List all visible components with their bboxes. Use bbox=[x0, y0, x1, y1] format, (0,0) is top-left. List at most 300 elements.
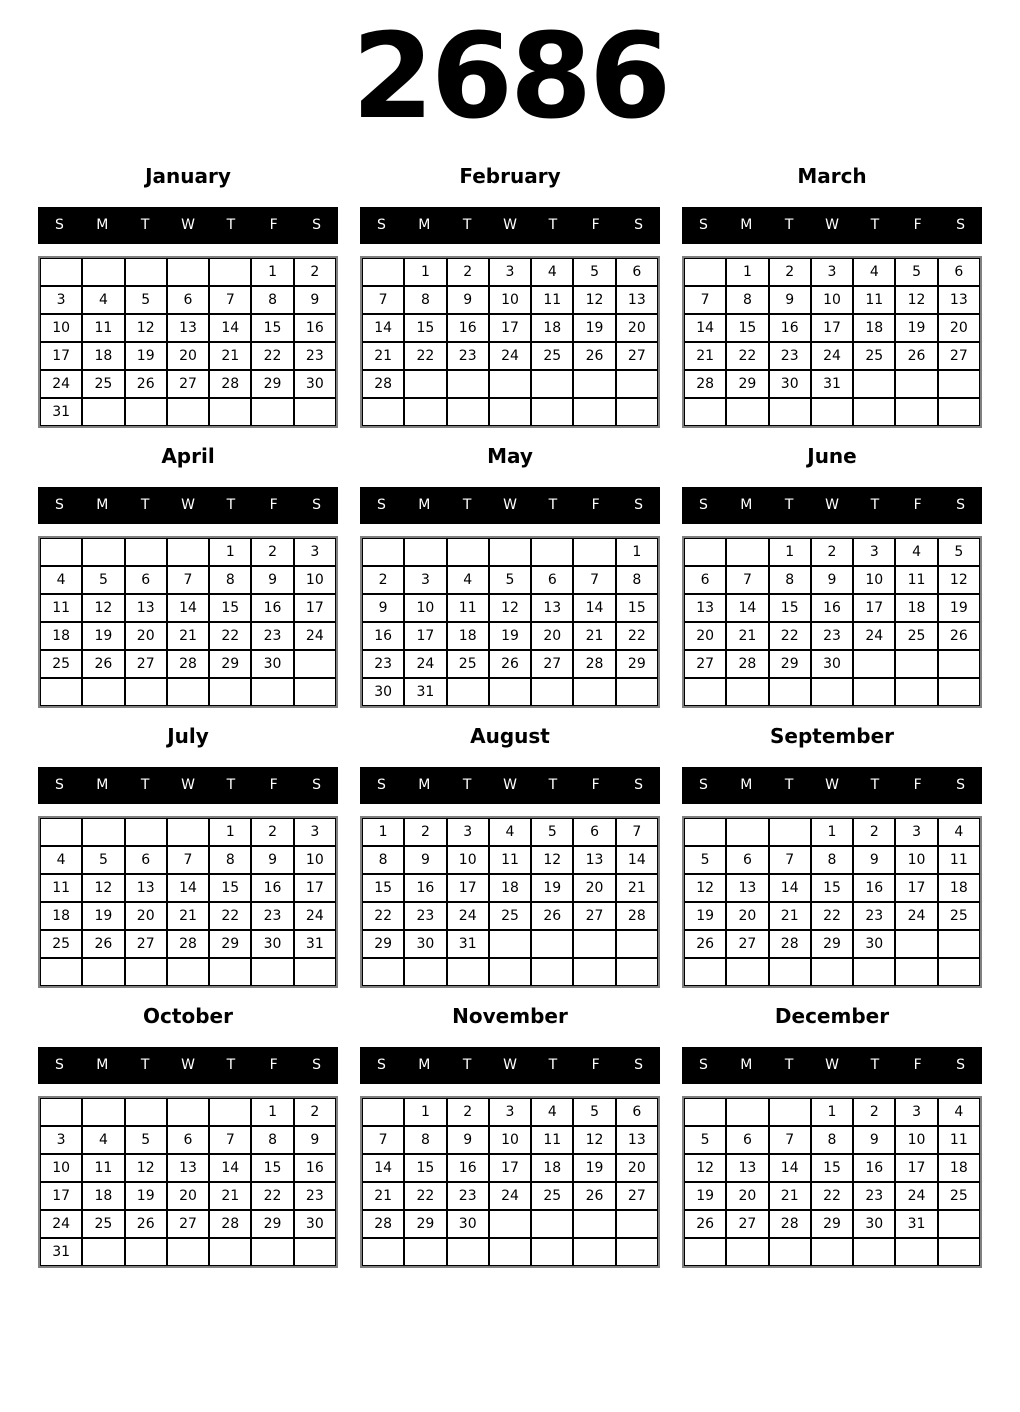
day-cell: 13 bbox=[938, 286, 980, 314]
day-cell: 9 bbox=[853, 846, 895, 874]
day-cell: 6 bbox=[616, 258, 658, 286]
day-cell: 28 bbox=[209, 1210, 251, 1238]
day-cell: 29 bbox=[811, 1210, 853, 1238]
day-of-week-bar bbox=[682, 487, 982, 524]
day-cell bbox=[895, 678, 937, 706]
day-cell: 12 bbox=[573, 1126, 615, 1154]
day-cell: 15 bbox=[404, 314, 446, 342]
day-cell: 7 bbox=[167, 846, 209, 874]
day-cell: 14 bbox=[362, 314, 404, 342]
day-cell bbox=[531, 1210, 573, 1238]
day-cell: 11 bbox=[82, 1154, 124, 1182]
day-cell: 29 bbox=[209, 650, 251, 678]
day-cell: 30 bbox=[362, 678, 404, 706]
day-of-week-label: S bbox=[376, 497, 386, 514]
day-cell: 19 bbox=[125, 342, 167, 370]
day-cell bbox=[40, 258, 82, 286]
day-of-week-label: S bbox=[54, 1057, 64, 1074]
day-cell: 20 bbox=[531, 622, 573, 650]
day-cell: 30 bbox=[769, 370, 811, 398]
day-cell: 27 bbox=[726, 930, 768, 958]
day-cell: 18 bbox=[531, 314, 573, 342]
day-cell: 12 bbox=[573, 286, 615, 314]
day-cell: 27 bbox=[167, 1210, 209, 1238]
day-cell bbox=[489, 678, 531, 706]
day-of-week-label: M bbox=[96, 1057, 109, 1074]
day-of-week-label: F bbox=[269, 217, 278, 234]
day-cell: 21 bbox=[726, 622, 768, 650]
day-cell: 19 bbox=[531, 874, 573, 902]
day-cell bbox=[895, 958, 937, 986]
day-cell: 28 bbox=[684, 370, 726, 398]
day-of-week-label: S bbox=[956, 497, 966, 514]
day-cell: 30 bbox=[251, 650, 293, 678]
day-cell bbox=[684, 538, 726, 566]
day-of-week-label: M bbox=[418, 217, 431, 234]
day-cell: 24 bbox=[40, 370, 82, 398]
day-of-week-label: S bbox=[376, 1057, 386, 1074]
day-cell: 18 bbox=[531, 1154, 573, 1182]
day-cell: 20 bbox=[726, 1182, 768, 1210]
day-cell: 27 bbox=[684, 650, 726, 678]
day-of-week-label: T bbox=[462, 1057, 472, 1074]
day-of-week-bar bbox=[682, 1047, 982, 1084]
day-cell: 20 bbox=[167, 1182, 209, 1210]
day-cell bbox=[209, 398, 251, 426]
day-cell: 2 bbox=[251, 818, 293, 846]
day-cell: 13 bbox=[167, 1154, 209, 1182]
day-cell bbox=[404, 538, 446, 566]
day-cell: 4 bbox=[531, 258, 573, 286]
day-cell bbox=[769, 958, 811, 986]
month-title: March bbox=[797, 163, 867, 188]
day-cell: 1 bbox=[616, 538, 658, 566]
day-cell: 15 bbox=[209, 874, 251, 902]
day-cell: 5 bbox=[82, 566, 124, 594]
day-cell: 10 bbox=[853, 566, 895, 594]
day-cell: 17 bbox=[404, 622, 446, 650]
day-cell: 2 bbox=[853, 1098, 895, 1126]
day-cell bbox=[294, 650, 336, 678]
day-of-week-label: S bbox=[698, 217, 708, 234]
day-cell: 23 bbox=[294, 1182, 336, 1210]
day-of-week-label: S bbox=[634, 217, 644, 234]
day-cell: 23 bbox=[404, 902, 446, 930]
day-cell: 17 bbox=[40, 342, 82, 370]
day-cell: 9 bbox=[251, 846, 293, 874]
day-cell: 24 bbox=[294, 622, 336, 650]
day-cell bbox=[40, 1098, 82, 1126]
day-cell: 10 bbox=[447, 846, 489, 874]
day-cell bbox=[726, 1098, 768, 1126]
day-cell bbox=[404, 398, 446, 426]
day-of-week-label: T bbox=[140, 1057, 150, 1074]
day-cell: 14 bbox=[769, 874, 811, 902]
day-cell bbox=[895, 398, 937, 426]
month-title: July bbox=[167, 723, 209, 748]
day-of-week-label: W bbox=[825, 497, 839, 514]
day-of-week-label: W bbox=[825, 777, 839, 794]
day-cell: 25 bbox=[447, 650, 489, 678]
day-cell bbox=[616, 370, 658, 398]
day-cell bbox=[531, 930, 573, 958]
day-cell: 12 bbox=[895, 286, 937, 314]
day-cell bbox=[489, 930, 531, 958]
day-cell: 8 bbox=[811, 846, 853, 874]
day-cell: 26 bbox=[82, 930, 124, 958]
day-cell: 21 bbox=[616, 874, 658, 902]
day-cell bbox=[531, 370, 573, 398]
day-cell bbox=[616, 678, 658, 706]
day-cell: 7 bbox=[616, 818, 658, 846]
day-cell: 1 bbox=[404, 258, 446, 286]
days-grid bbox=[38, 816, 338, 988]
day-cell bbox=[82, 678, 124, 706]
days-grid bbox=[38, 256, 338, 428]
day-cell: 14 bbox=[362, 1154, 404, 1182]
day-of-week-label: T bbox=[140, 497, 150, 514]
day-cell bbox=[769, 398, 811, 426]
day-cell: 21 bbox=[362, 1182, 404, 1210]
day-of-week-label: M bbox=[740, 1057, 753, 1074]
day-cell bbox=[573, 1210, 615, 1238]
day-cell bbox=[811, 678, 853, 706]
days-grid bbox=[360, 536, 660, 708]
day-cell: 1 bbox=[811, 818, 853, 846]
day-cell: 27 bbox=[573, 902, 615, 930]
day-cell bbox=[82, 958, 124, 986]
day-cell: 29 bbox=[769, 650, 811, 678]
day-of-week-label: T bbox=[462, 217, 472, 234]
day-of-week-label: S bbox=[956, 777, 966, 794]
day-cell: 9 bbox=[769, 286, 811, 314]
day-cell bbox=[167, 1098, 209, 1126]
days-grid bbox=[360, 816, 660, 988]
day-cell: 9 bbox=[811, 566, 853, 594]
day-cell: 8 bbox=[209, 846, 251, 874]
day-of-week-label: M bbox=[740, 217, 753, 234]
day-cell bbox=[294, 398, 336, 426]
day-cell: 15 bbox=[811, 1154, 853, 1182]
day-cell: 19 bbox=[82, 622, 124, 650]
day-cell: 19 bbox=[573, 1154, 615, 1182]
day-cell bbox=[82, 258, 124, 286]
day-cell: 31 bbox=[294, 930, 336, 958]
day-cell: 2 bbox=[447, 258, 489, 286]
day-cell: 24 bbox=[294, 902, 336, 930]
day-of-week-label: F bbox=[913, 1057, 922, 1074]
day-cell: 5 bbox=[573, 258, 615, 286]
day-cell bbox=[362, 958, 404, 986]
day-cell: 21 bbox=[209, 342, 251, 370]
day-cell: 16 bbox=[404, 874, 446, 902]
day-cell: 13 bbox=[726, 874, 768, 902]
day-cell: 27 bbox=[167, 370, 209, 398]
day-of-week-label: M bbox=[96, 497, 109, 514]
day-cell: 3 bbox=[294, 818, 336, 846]
day-cell: 15 bbox=[209, 594, 251, 622]
day-cell: 13 bbox=[573, 846, 615, 874]
day-cell bbox=[895, 930, 937, 958]
day-cell: 14 bbox=[684, 314, 726, 342]
day-cell: 18 bbox=[938, 874, 980, 902]
day-of-week-label: T bbox=[548, 217, 558, 234]
day-cell: 25 bbox=[82, 1210, 124, 1238]
day-of-week-label: F bbox=[913, 217, 922, 234]
day-cell: 9 bbox=[447, 286, 489, 314]
day-cell bbox=[404, 370, 446, 398]
day-cell: 27 bbox=[125, 650, 167, 678]
day-cell: 14 bbox=[726, 594, 768, 622]
day-cell: 19 bbox=[489, 622, 531, 650]
day-of-week-label: S bbox=[312, 1057, 322, 1074]
day-cell: 25 bbox=[895, 622, 937, 650]
day-cell: 10 bbox=[895, 846, 937, 874]
day-cell: 18 bbox=[82, 1182, 124, 1210]
day-cell: 15 bbox=[251, 1154, 293, 1182]
day-cell: 5 bbox=[938, 538, 980, 566]
day-cell: 16 bbox=[294, 314, 336, 342]
day-cell: 7 bbox=[684, 286, 726, 314]
day-cell: 8 bbox=[251, 286, 293, 314]
day-cell bbox=[769, 1238, 811, 1266]
day-cell bbox=[573, 958, 615, 986]
day-cell: 23 bbox=[447, 342, 489, 370]
day-cell: 12 bbox=[82, 874, 124, 902]
day-cell bbox=[938, 650, 980, 678]
day-cell bbox=[125, 538, 167, 566]
day-cell: 10 bbox=[404, 594, 446, 622]
day-cell: 28 bbox=[167, 650, 209, 678]
day-cell: 13 bbox=[125, 874, 167, 902]
day-cell: 21 bbox=[769, 1182, 811, 1210]
day-of-week-label: M bbox=[740, 497, 753, 514]
day-cell bbox=[573, 398, 615, 426]
day-cell: 16 bbox=[447, 314, 489, 342]
day-cell: 22 bbox=[251, 1182, 293, 1210]
day-cell: 6 bbox=[531, 566, 573, 594]
day-cell: 7 bbox=[573, 566, 615, 594]
day-of-week-label: T bbox=[870, 217, 880, 234]
day-cell: 25 bbox=[938, 902, 980, 930]
day-cell bbox=[209, 958, 251, 986]
day-cell bbox=[125, 1098, 167, 1126]
month-title: April bbox=[161, 443, 215, 468]
day-cell: 1 bbox=[362, 818, 404, 846]
days-grid bbox=[682, 1096, 982, 1268]
month-title: September bbox=[770, 723, 894, 748]
day-cell: 10 bbox=[40, 314, 82, 342]
day-cell bbox=[362, 258, 404, 286]
day-cell: 5 bbox=[895, 258, 937, 286]
day-cell: 8 bbox=[811, 1126, 853, 1154]
day-cell: 8 bbox=[726, 286, 768, 314]
day-cell: 5 bbox=[573, 1098, 615, 1126]
day-cell bbox=[726, 818, 768, 846]
day-cell: 9 bbox=[362, 594, 404, 622]
day-cell: 3 bbox=[40, 286, 82, 314]
day-cell: 6 bbox=[938, 258, 980, 286]
day-cell bbox=[531, 398, 573, 426]
day-cell: 26 bbox=[573, 342, 615, 370]
day-cell: 26 bbox=[938, 622, 980, 650]
day-cell: 1 bbox=[404, 1098, 446, 1126]
day-cell: 16 bbox=[811, 594, 853, 622]
day-cell: 23 bbox=[811, 622, 853, 650]
day-cell: 8 bbox=[251, 1126, 293, 1154]
day-cell bbox=[294, 1238, 336, 1266]
day-cell: 12 bbox=[684, 874, 726, 902]
month-block bbox=[360, 164, 660, 428]
day-cell: 15 bbox=[726, 314, 768, 342]
day-cell: 11 bbox=[531, 286, 573, 314]
day-cell: 22 bbox=[251, 342, 293, 370]
day-of-week-label: S bbox=[376, 777, 386, 794]
day-cell: 10 bbox=[489, 1126, 531, 1154]
day-cell bbox=[82, 818, 124, 846]
day-cell bbox=[938, 1238, 980, 1266]
day-cell bbox=[616, 1210, 658, 1238]
day-cell: 16 bbox=[853, 874, 895, 902]
day-of-week-label: W bbox=[503, 777, 517, 794]
day-cell: 3 bbox=[447, 818, 489, 846]
day-cell bbox=[125, 678, 167, 706]
day-cell bbox=[362, 1098, 404, 1126]
day-cell: 17 bbox=[895, 1154, 937, 1182]
day-cell: 3 bbox=[40, 1126, 82, 1154]
day-cell bbox=[489, 958, 531, 986]
days-grid bbox=[360, 1096, 660, 1268]
day-cell: 26 bbox=[82, 650, 124, 678]
day-cell: 28 bbox=[167, 930, 209, 958]
day-cell: 5 bbox=[82, 846, 124, 874]
day-cell: 6 bbox=[726, 846, 768, 874]
day-cell: 22 bbox=[362, 902, 404, 930]
day-cell: 9 bbox=[294, 286, 336, 314]
day-cell bbox=[447, 370, 489, 398]
day-of-week-label: F bbox=[269, 777, 278, 794]
day-cell bbox=[404, 958, 446, 986]
month-title: August bbox=[470, 723, 550, 748]
day-cell: 6 bbox=[125, 566, 167, 594]
day-cell bbox=[573, 678, 615, 706]
day-cell: 30 bbox=[404, 930, 446, 958]
day-of-week-label: S bbox=[698, 1057, 708, 1074]
day-of-week-label: F bbox=[591, 217, 600, 234]
day-cell: 30 bbox=[853, 930, 895, 958]
day-cell: 14 bbox=[167, 594, 209, 622]
day-cell: 19 bbox=[125, 1182, 167, 1210]
day-cell: 28 bbox=[362, 1210, 404, 1238]
months-grid bbox=[0, 164, 1020, 1268]
day-cell: 12 bbox=[938, 566, 980, 594]
day-cell bbox=[684, 258, 726, 286]
day-cell bbox=[489, 398, 531, 426]
day-cell: 19 bbox=[573, 314, 615, 342]
day-cell bbox=[82, 538, 124, 566]
day-cell bbox=[82, 1098, 124, 1126]
day-cell: 6 bbox=[684, 566, 726, 594]
day-cell: 2 bbox=[811, 538, 853, 566]
day-cell: 5 bbox=[684, 846, 726, 874]
day-cell bbox=[294, 958, 336, 986]
day-cell: 27 bbox=[531, 650, 573, 678]
day-cell: 11 bbox=[82, 314, 124, 342]
day-cell: 6 bbox=[167, 286, 209, 314]
day-cell: 12 bbox=[82, 594, 124, 622]
day-cell: 31 bbox=[447, 930, 489, 958]
day-cell bbox=[447, 958, 489, 986]
day-of-week-label: W bbox=[503, 1057, 517, 1074]
day-cell bbox=[531, 678, 573, 706]
day-cell bbox=[895, 1238, 937, 1266]
day-cell bbox=[684, 398, 726, 426]
day-cell bbox=[684, 678, 726, 706]
day-cell: 9 bbox=[853, 1126, 895, 1154]
day-cell: 16 bbox=[294, 1154, 336, 1182]
day-cell: 1 bbox=[251, 258, 293, 286]
day-cell: 28 bbox=[616, 902, 658, 930]
day-of-week-label: T bbox=[784, 497, 794, 514]
day-cell bbox=[531, 538, 573, 566]
day-cell: 7 bbox=[362, 1126, 404, 1154]
day-cell: 29 bbox=[404, 1210, 446, 1238]
day-of-week-label: S bbox=[312, 217, 322, 234]
day-of-week-label: S bbox=[312, 777, 322, 794]
day-cell: 10 bbox=[489, 286, 531, 314]
day-cell bbox=[82, 398, 124, 426]
day-cell: 1 bbox=[251, 1098, 293, 1126]
day-cell bbox=[811, 958, 853, 986]
day-cell: 3 bbox=[489, 1098, 531, 1126]
days-grid bbox=[682, 816, 982, 988]
day-cell: 19 bbox=[938, 594, 980, 622]
day-cell: 23 bbox=[853, 1182, 895, 1210]
day-cell bbox=[40, 538, 82, 566]
day-cell: 20 bbox=[684, 622, 726, 650]
day-cell: 9 bbox=[447, 1126, 489, 1154]
day-cell bbox=[447, 398, 489, 426]
day-cell bbox=[362, 398, 404, 426]
day-cell: 17 bbox=[447, 874, 489, 902]
day-cell: 3 bbox=[853, 538, 895, 566]
day-cell bbox=[125, 818, 167, 846]
day-cell: 26 bbox=[531, 902, 573, 930]
day-cell: 5 bbox=[125, 1126, 167, 1154]
day-cell: 1 bbox=[726, 258, 768, 286]
day-cell: 6 bbox=[125, 846, 167, 874]
month-title: November bbox=[452, 1003, 568, 1028]
day-cell: 17 bbox=[40, 1182, 82, 1210]
day-cell: 6 bbox=[167, 1126, 209, 1154]
day-cell: 21 bbox=[573, 622, 615, 650]
day-cell bbox=[684, 958, 726, 986]
day-of-week-label: W bbox=[181, 777, 195, 794]
day-cell: 31 bbox=[40, 398, 82, 426]
day-cell bbox=[82, 1238, 124, 1266]
day-cell: 7 bbox=[769, 846, 811, 874]
day-cell: 24 bbox=[895, 1182, 937, 1210]
day-cell bbox=[489, 538, 531, 566]
day-of-week-label: F bbox=[913, 497, 922, 514]
day-cell bbox=[167, 958, 209, 986]
day-cell: 11 bbox=[895, 566, 937, 594]
day-cell bbox=[811, 398, 853, 426]
day-cell bbox=[251, 398, 293, 426]
day-cell bbox=[125, 958, 167, 986]
day-cell: 14 bbox=[573, 594, 615, 622]
day-cell bbox=[684, 1238, 726, 1266]
